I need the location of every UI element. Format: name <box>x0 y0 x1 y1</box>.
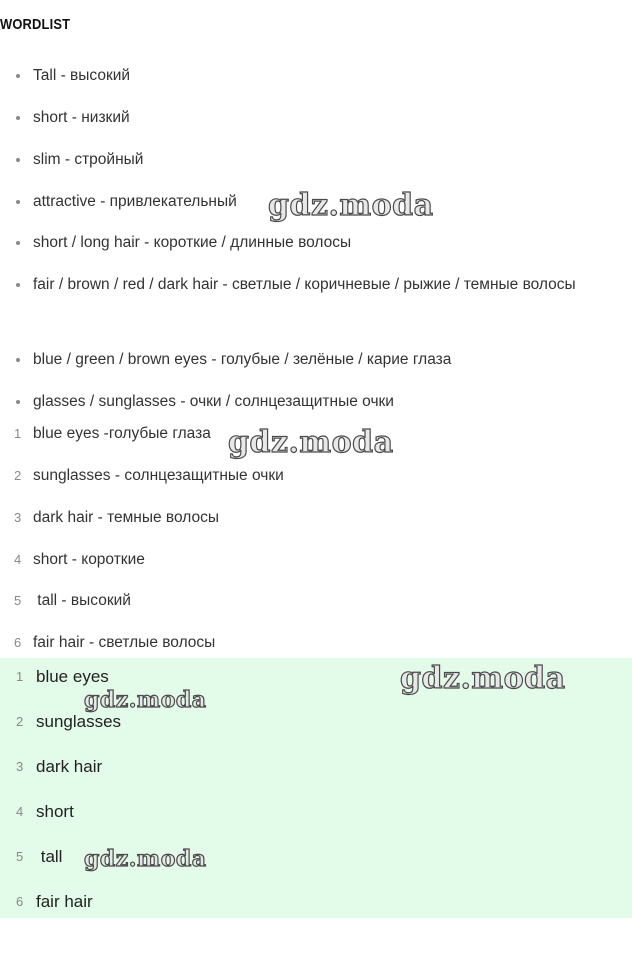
bullet-icon <box>16 283 20 287</box>
item-text: dark hair - темные волосы <box>33 509 219 526</box>
list-item-text: slim - стройный <box>33 151 144 168</box>
list-item-text: blue / green / brown eyes - голубые / зелёные / карие глаза <box>33 351 452 368</box>
watermark: gdz.moda <box>268 188 434 223</box>
item-text: short - короткие <box>33 551 145 568</box>
answer-text: tall <box>36 847 63 866</box>
answer-text: dark hair <box>36 757 103 776</box>
item-text: sunglasses - солнцезащитные очки <box>33 467 284 484</box>
list-item-text: short - низкий <box>33 109 130 126</box>
watermark: gdz.moda <box>84 846 207 872</box>
list-item-text: attractive - привлекательный <box>33 193 237 210</box>
item-number: 4 <box>14 552 22 567</box>
bullet-icon <box>16 116 20 120</box>
answer-number: 3 <box>16 759 24 774</box>
list-item-text: Tall - высокий <box>33 67 131 84</box>
item-text: blue eyes -голубые глаза <box>33 425 211 442</box>
item-number: 3 <box>14 510 22 525</box>
item-number: 6 <box>14 635 22 650</box>
watermark: gdz.moda <box>228 425 394 460</box>
bullet-icon <box>16 358 20 362</box>
item-text: fair hair - светлые волосы <box>33 634 216 651</box>
answer-text: short <box>36 802 74 821</box>
answer-box <box>0 658 632 918</box>
item-number: 1 <box>14 426 22 441</box>
item-number: 5 <box>14 593 22 608</box>
answer-number: 6 <box>16 894 24 909</box>
answer-number: 5 <box>16 849 24 864</box>
bullet-icon <box>16 400 20 404</box>
answer-number: 1 <box>16 669 24 684</box>
list-item-text: glasses / sunglasses - очки / солнцезащитные очки <box>33 393 394 410</box>
wordlist-title: WORDLIST <box>0 16 71 33</box>
bullet-icon <box>16 158 20 162</box>
bullet-icon <box>16 74 20 78</box>
watermark: gdz.moda <box>84 687 207 713</box>
answer-number: 4 <box>16 804 24 819</box>
item-text: tall - высокий <box>33 592 131 609</box>
answer-text: blue eyes <box>36 667 109 686</box>
watermark: gdz.moda <box>400 661 566 696</box>
bullet-icon <box>16 200 20 204</box>
answer-text: sunglasses <box>36 712 122 731</box>
answer-number: 2 <box>16 714 24 729</box>
bullet-icon <box>16 241 20 245</box>
list-item-text: fair / brown / red / dark hair - светлые / коричневые / рыжие / темные волосы <box>33 276 576 293</box>
list-item-text: short / long hair - короткие / длинные волосы <box>33 234 352 251</box>
item-number: 2 <box>14 468 22 483</box>
answer-text: fair hair <box>36 892 93 911</box>
